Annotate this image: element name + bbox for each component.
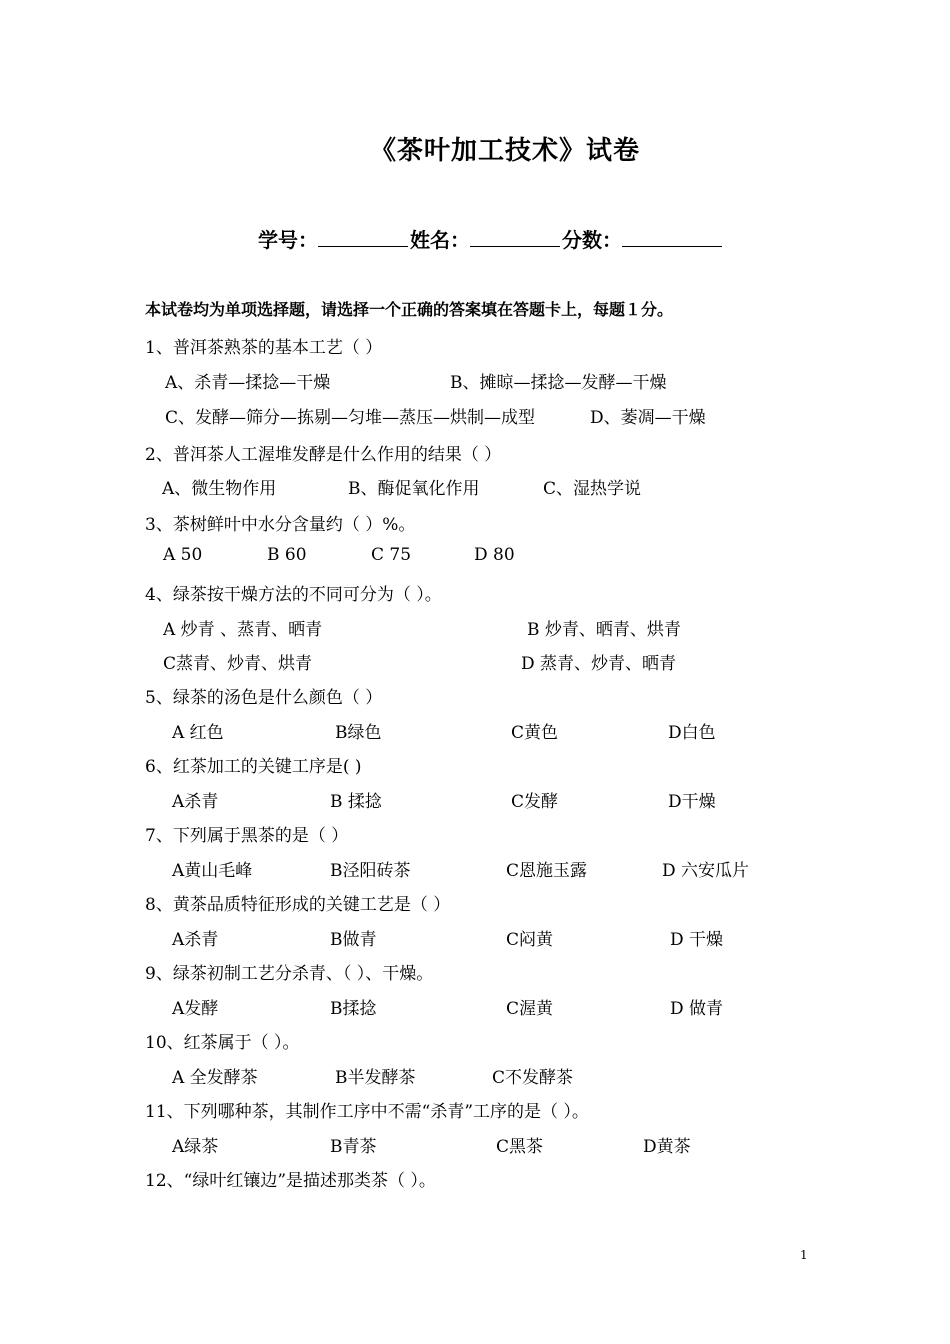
q4-option-d: D 蒸青、炒青、晒青 [521, 654, 677, 674]
q10-option-b: B半发酵茶 [335, 1068, 416, 1088]
q4-option-a: A 炒青 、蒸青、晒青 [163, 620, 323, 640]
q2-option-c: C、湿热学说 [543, 479, 642, 499]
q11-option-d: D黄茶 [643, 1137, 691, 1157]
score-blank [622, 228, 722, 247]
q7-option-a: A黄山毛峰 [172, 861, 253, 881]
q8-option-c: C闷黄 [506, 930, 554, 950]
q1-option-a: A、杀青—揉捻—干燥 [165, 373, 331, 393]
q6-option-a: A杀青 [172, 792, 219, 812]
q6-option-d: D干燥 [668, 792, 716, 812]
page-number: 1 [800, 1248, 808, 1262]
question-5: 5、绿茶的汤色是什么颜色（ ） [145, 688, 383, 708]
q11-option-b: B青茶 [330, 1137, 377, 1157]
question-2: 2、普洱茶人工渥堆发酵是什么作用的结果（ ） [145, 445, 502, 465]
q1-option-d: D、萎凋—干燥 [590, 408, 706, 428]
q3-option-d: D 80 [474, 545, 515, 565]
q8-option-d: D 干燥 [670, 930, 724, 950]
q3-option-a: A 50 [163, 545, 203, 565]
q11-option-a: A绿茶 [172, 1137, 219, 1157]
q5-option-d: D白色 [668, 723, 716, 743]
q2-option-a: A、微生物作用 [162, 479, 277, 499]
q5-option-b: B绿色 [335, 723, 382, 743]
question-3: 3、茶树鲜叶中水分含量约（ ）%。 [145, 515, 416, 535]
q3-option-c: C 75 [371, 545, 412, 565]
q5-option-a: A 红色 [172, 723, 224, 743]
q6-option-b: B 揉捻 [330, 792, 382, 812]
student-id-blank [318, 228, 408, 247]
student-id-label: 学号： [258, 228, 318, 252]
question-1: 1、普洱茶熟茶的基本工艺（ ） [145, 338, 383, 358]
q2-option-b: B、酶促氧化作用 [348, 479, 480, 499]
name-label: 姓名： [410, 228, 470, 252]
question-10: 10、红茶属于（ ）。 [145, 1033, 300, 1053]
q9-option-a: A发酵 [172, 999, 219, 1019]
q1-option-c: C、发酵—筛分—拣剔—匀堆—蒸压—烘制—成型 [165, 408, 536, 428]
name-blank [470, 228, 560, 247]
question-8: 8、黄茶品质特征形成的关键工艺是（ ） [145, 895, 451, 915]
q8-option-a: A杀青 [172, 930, 219, 950]
question-9: 9、绿茶初制工艺分杀青、（ ）、干燥。 [145, 964, 434, 984]
q4-option-c: C蒸青、炒青、烘青 [163, 654, 313, 674]
instructions: 本试卷均为单项选择题，请选择一个正确的答案填在答题卡上，每题１分。 [145, 300, 674, 319]
question-12: 12、“绿叶红镶边”是描述那类茶（ ）。 [145, 1171, 436, 1191]
q3-option-b: B 60 [267, 545, 307, 565]
q10-option-c: C不发酵茶 [492, 1068, 574, 1088]
question-7: 7、下列属于黑茶的是（ ） [145, 826, 349, 846]
q1-option-b: B、摊晾—揉捻—发酵—干燥 [450, 373, 667, 393]
q9-option-b: B揉捻 [330, 999, 377, 1019]
question-11: 11、下列哪种茶，其制作工序中不需“杀青”工序的是（ ）。 [145, 1102, 589, 1122]
q5-option-c: C黄色 [511, 723, 559, 743]
q7-option-c: C恩施玉露 [506, 861, 588, 881]
q11-option-c: C黑茶 [496, 1137, 544, 1157]
question-6: 6、红茶加工的关键工序是( ) [145, 757, 362, 777]
q9-option-c: C渥黄 [506, 999, 554, 1019]
score-label: 分数： [562, 228, 622, 252]
student-info-line [258, 224, 724, 253]
q8-option-b: B做青 [330, 930, 377, 950]
q10-option-a: A 全发酵茶 [172, 1068, 258, 1088]
q7-option-d: D 六安瓜片 [662, 861, 750, 881]
question-4: 4、绿茶按干燥方法的不同可分为（ ）。 [145, 585, 442, 605]
q6-option-c: C发酵 [511, 792, 559, 812]
q4-option-b: B 炒青、晒青、烘青 [527, 620, 681, 640]
q9-option-d: D 做青 [670, 999, 724, 1019]
exam-title: 《茶叶加工技术》试卷 [369, 136, 640, 166]
q7-option-b: B泾阳砖茶 [330, 861, 411, 881]
